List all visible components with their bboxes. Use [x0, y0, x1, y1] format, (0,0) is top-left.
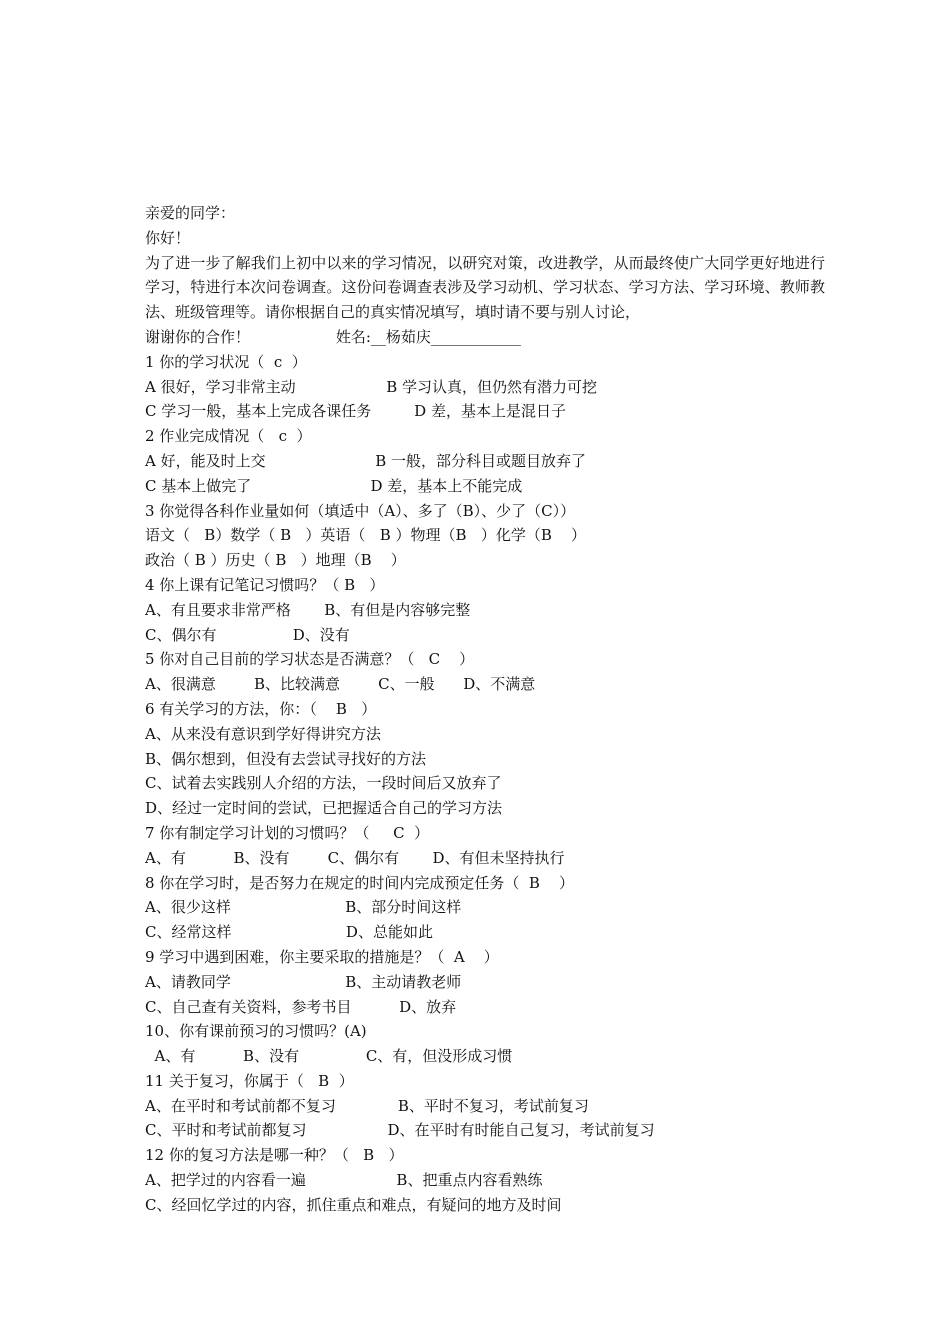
survey-line: A、请教同学 B、主动请教老师	[145, 972, 462, 991]
survey-line: 6 有关学习的方法，你：（ B ）	[145, 699, 377, 718]
survey-line: 8 你在学习时，是否努力在规定的时间内完成预定任务（ B ）	[145, 873, 574, 892]
survey-line: 12 你的复习方法是哪一种？（ B ）	[145, 1146, 404, 1165]
survey-line: A、很少这样 B、部分时间这样	[145, 898, 462, 917]
survey-line: C、偶尔有 D、没有	[145, 625, 350, 644]
survey-line: A 很好，学习非常主动 B 学习认真，但仍然有潜力可挖	[145, 377, 597, 396]
survey-line: C、自己查有关资料，参考书目 D、放弃	[145, 997, 457, 1016]
survey-line: A、有且要求非常严格 B、有但是内容够完整	[145, 600, 471, 619]
survey-line: 10、你有课前预习的习惯吗？(A)	[145, 1022, 367, 1041]
survey-line: 4 你上课有记笔记习惯吗？（ B ）	[145, 575, 385, 594]
survey-line: C、经回忆学过的内容，抓住重点和难点，有疑问的地方及时间	[145, 1195, 562, 1214]
survey-line: 语文（ B）数学（ B ）英语（ B ）物理（B ）化学（B ）	[145, 526, 586, 545]
survey-line: 2 作业完成情况（ c ）	[145, 427, 312, 446]
survey-line: A、在平时和考试前都不复习 B、平时不复习，考试前复习	[145, 1096, 589, 1115]
survey-line: A、很满意 B、比较满意 C、一般 D、不满意	[145, 675, 536, 694]
survey-line: 3 你觉得各科作业量如何（填适中（A）、多了（B）、少了（C））	[145, 501, 576, 520]
survey-line: D、经过一定时间的尝试，已把握适合自己的学习方法	[145, 799, 503, 818]
greeting: 亲爱的同学：	[145, 204, 236, 222]
hello: 你好！	[145, 228, 191, 247]
survey-line: C、平时和考试前都复习 D、在平时有时能自己复习，考试前复习	[145, 1121, 655, 1140]
survey-line: C、经常这样 D、总能如此	[145, 923, 433, 942]
survey-line: 政治（ B ）历史（ B ）地理（B ）	[145, 551, 406, 570]
survey-document	[145, 201, 825, 1218]
thanks-name-line: 谢谢你的合作！ 姓名:__杨茹庆____________	[145, 327, 521, 346]
survey-line: B、偶尔想到，但没有去尝试寻找好的方法	[145, 749, 427, 768]
survey-line: C 基本上做完了 D 差，基本上不能完成	[145, 476, 523, 495]
survey-line: 9 学习中遇到困难，你主要采取的措施是？（ A ）	[145, 947, 499, 966]
survey-line: 5 你对自己目前的学习状态是否满意？（ C ）	[145, 650, 475, 669]
survey-line: A、把学过的内容看一遍 B、把重点内容看熟练	[145, 1171, 543, 1190]
survey-line: C 学习一般，基本上完成各课任务 D 差，基本上是混日子	[145, 402, 566, 421]
survey-line: A、从来没有意识到学好得讲究方法	[145, 724, 381, 743]
survey-line: 7 你有制定学习计划的习惯吗？（ C ）	[145, 823, 430, 842]
survey-line: C、试着去实践别人介绍的方法，一段时间后又放弃了	[145, 774, 502, 793]
intro-paragraph: 为了进一步了解我们上初中以来的学习情况，以研究对策，改进教学，从而最终使广大同学更好地进行学习，特进行本次问卷调查。这份问卷调查表涉及学习动机、学习状态、学习方法、学习环境、教师教法、班级管理等。请你根据自己的真实情况填写，填时请不要与别人讨论，	[145, 253, 825, 322]
survey-line: A 好，能及时上交 B 一般，部分科目或题目放弃了	[145, 451, 587, 470]
survey-line: A、有 B、没有 C、偶尔有 D、有但未坚持执行	[145, 848, 565, 867]
survey-line: 11 关于复习，你属于（ B ）	[145, 1071, 354, 1090]
question-list	[145, 350, 825, 1218]
survey-line: 1 你的学习状况（ c ）	[145, 352, 307, 371]
survey-line: A、有 B、没有 C、有，但没形成习惯	[145, 1047, 513, 1066]
